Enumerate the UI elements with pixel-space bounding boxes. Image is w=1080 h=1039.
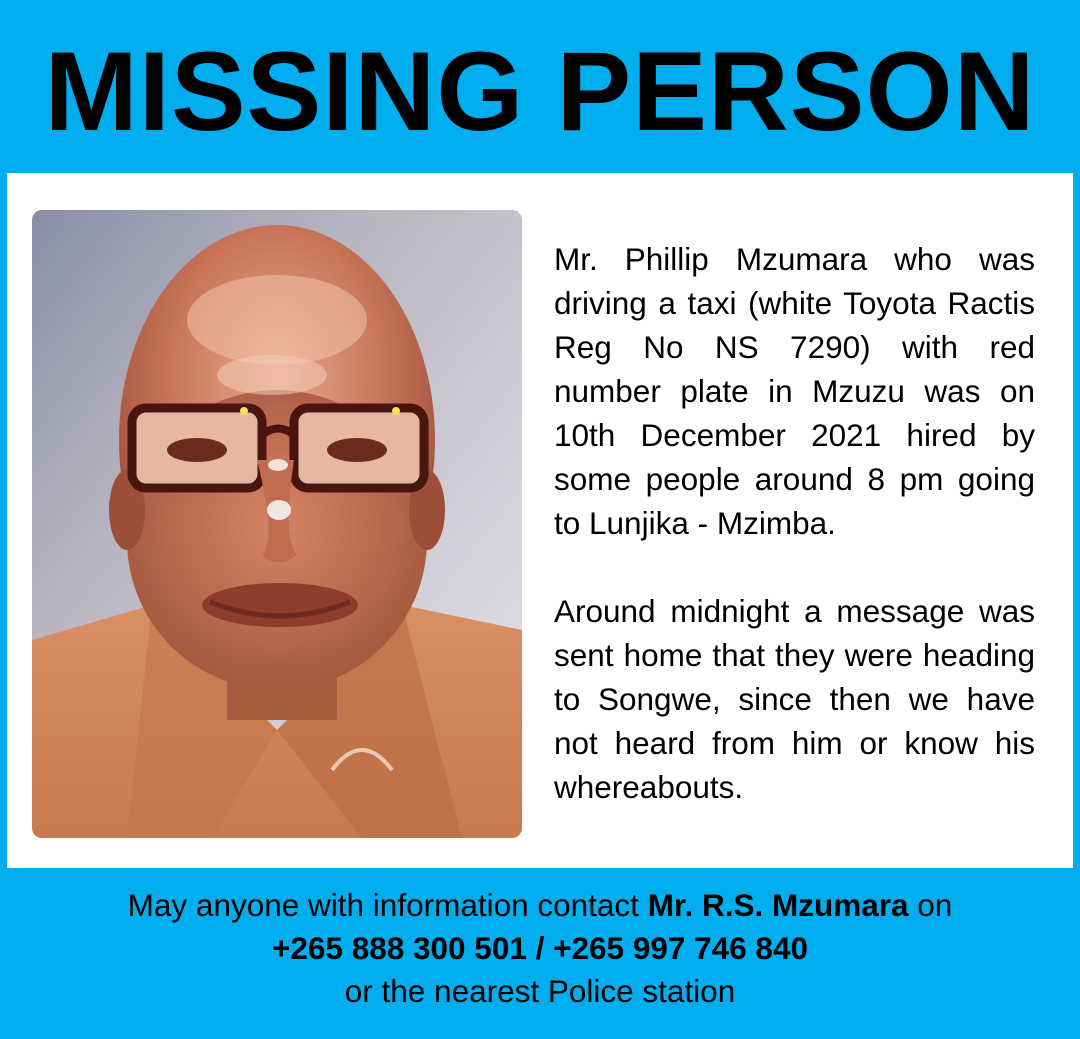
headline: MISSING PERSON — [44, 29, 1036, 154]
content-panel — [7, 173, 1073, 868]
story-paragraph-1: Mr. Phillip Mzumara who was driving a taxi (white Toyota Ractis Reg No NS 7290) with red number plate in Mzuzu was on 10th December 2021 hired by some people around 8 pm going to Lunjika - Mzimba. — [554, 241, 1035, 541]
contact-suffix: on — [908, 887, 953, 923]
contact-line-1 — [0, 884, 1080, 927]
person-photo — [32, 210, 522, 838]
story-paragraph-2: Around midnight a message was sent home that they were heading to Songwe, since then we have not heard from him or know his whereabouts. — [554, 593, 1035, 805]
contact-prefix: May anyone with information contact — [127, 887, 648, 923]
contact-line-3: or the nearest Police station — [344, 973, 736, 1009]
contact-name: Mr. R.S. Mzumara — [647, 887, 909, 923]
contact-footer — [0, 884, 1080, 1013]
story-text — [554, 237, 1035, 809]
contact-phones: +265 888 300 501 / +265 997 746 840 — [271, 930, 808, 966]
